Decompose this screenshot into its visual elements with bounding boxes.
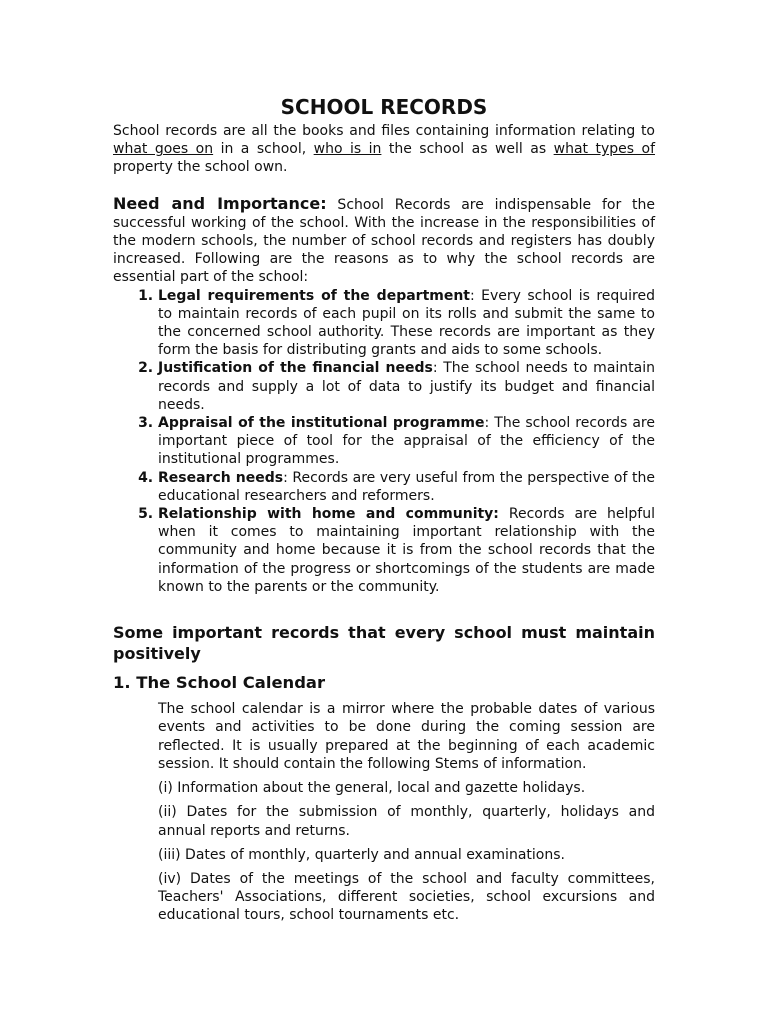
calendar-item: (iv) Dates of the meetings of the school and faculty committees, Teachers' Associations, different societies, school excursions and educational tours, school tournaments etc. [158,870,655,924]
need-heading: Need and Importance: [113,193,327,213]
calendar-item: (ii) Dates for the submission of monthly, quarterly, holidays and annual reports and returns. [158,804,655,839]
list-item [158,469,655,505]
list-item-title: Appraisal of the institutional programme [158,415,485,432]
list-item-title: Justification of the financial needs [158,360,433,377]
list-item-title: Relationship with home and community: [158,506,499,523]
list-item [158,505,655,596]
intro-underline-who-is-in: who is in [313,141,382,158]
intro-text-2: in a school, [213,141,314,158]
intro-underline-what-goes-on: what goes on [113,141,214,158]
calendar-body [158,700,655,924]
document-page [113,94,655,925]
intro-text-4: property the school own. [113,159,288,176]
page-title: SCHOOL RECORDS [280,95,488,119]
intro-paragraph [113,122,655,177]
list-item-title: Legal requirements of the department [158,287,470,304]
intro-text-1: School records are all the books and files containing information relating to [113,123,655,139]
list-item [158,287,655,360]
need-paragraph [113,195,655,287]
section-heading: Some important records that every school must maintain positively [113,623,655,664]
intro-underline-what-types-of: what types of [553,141,655,158]
calendar-item: (i) Information about the general, local and gazette holidays. [158,780,586,797]
list-item-text: : The school needs to maintain records and supply a lot of data to justify its budget and financial needs. [158,360,655,413]
calendar-item: (iii) Dates of monthly, quarterly and annual examinations. [158,846,565,863]
calendar-paragraph: The school calendar is a mirror where the probable dates of various events and activities to be done during the coming session are reflected. It is usually prepared at the beginning of each academic session. It should contain the following Stems of information. [158,701,655,772]
subsection-heading: 1. The School Calendar [113,673,326,693]
list-item-text: Records are helpful when it comes to maintaining important relationship with the community and home because it is from the school records that the information of the progress or shortcomings of the students are made known to the parents or the community. [158,506,655,595]
list-item [158,414,655,469]
need-text: School Records are indispensable for the successful working of the school. With the increase in the responsibilities of the modern schools, the number of school records and registers has doubly increased. Following are the reasons as to why the school records are essential part of the school: [113,196,656,286]
list-item-text: : Every school is required to maintain records of each pupil on its rolls and submit the same to the concerned school authority. These records are important as they form the basis for distributing grants and aids to some schools. [158,287,655,359]
intro-text-3: the school as well as [381,141,554,158]
list-item [158,359,655,414]
list-item-text: : Records are very useful from the perspective of the educational researchers and reformers. [158,469,655,504]
reasons-list [113,287,655,596]
list-item-text: : The school records are important piece of tool for the appraisal of the efficiency of the institutional programmes. [158,415,655,468]
list-item-title: Research needs [158,469,284,486]
